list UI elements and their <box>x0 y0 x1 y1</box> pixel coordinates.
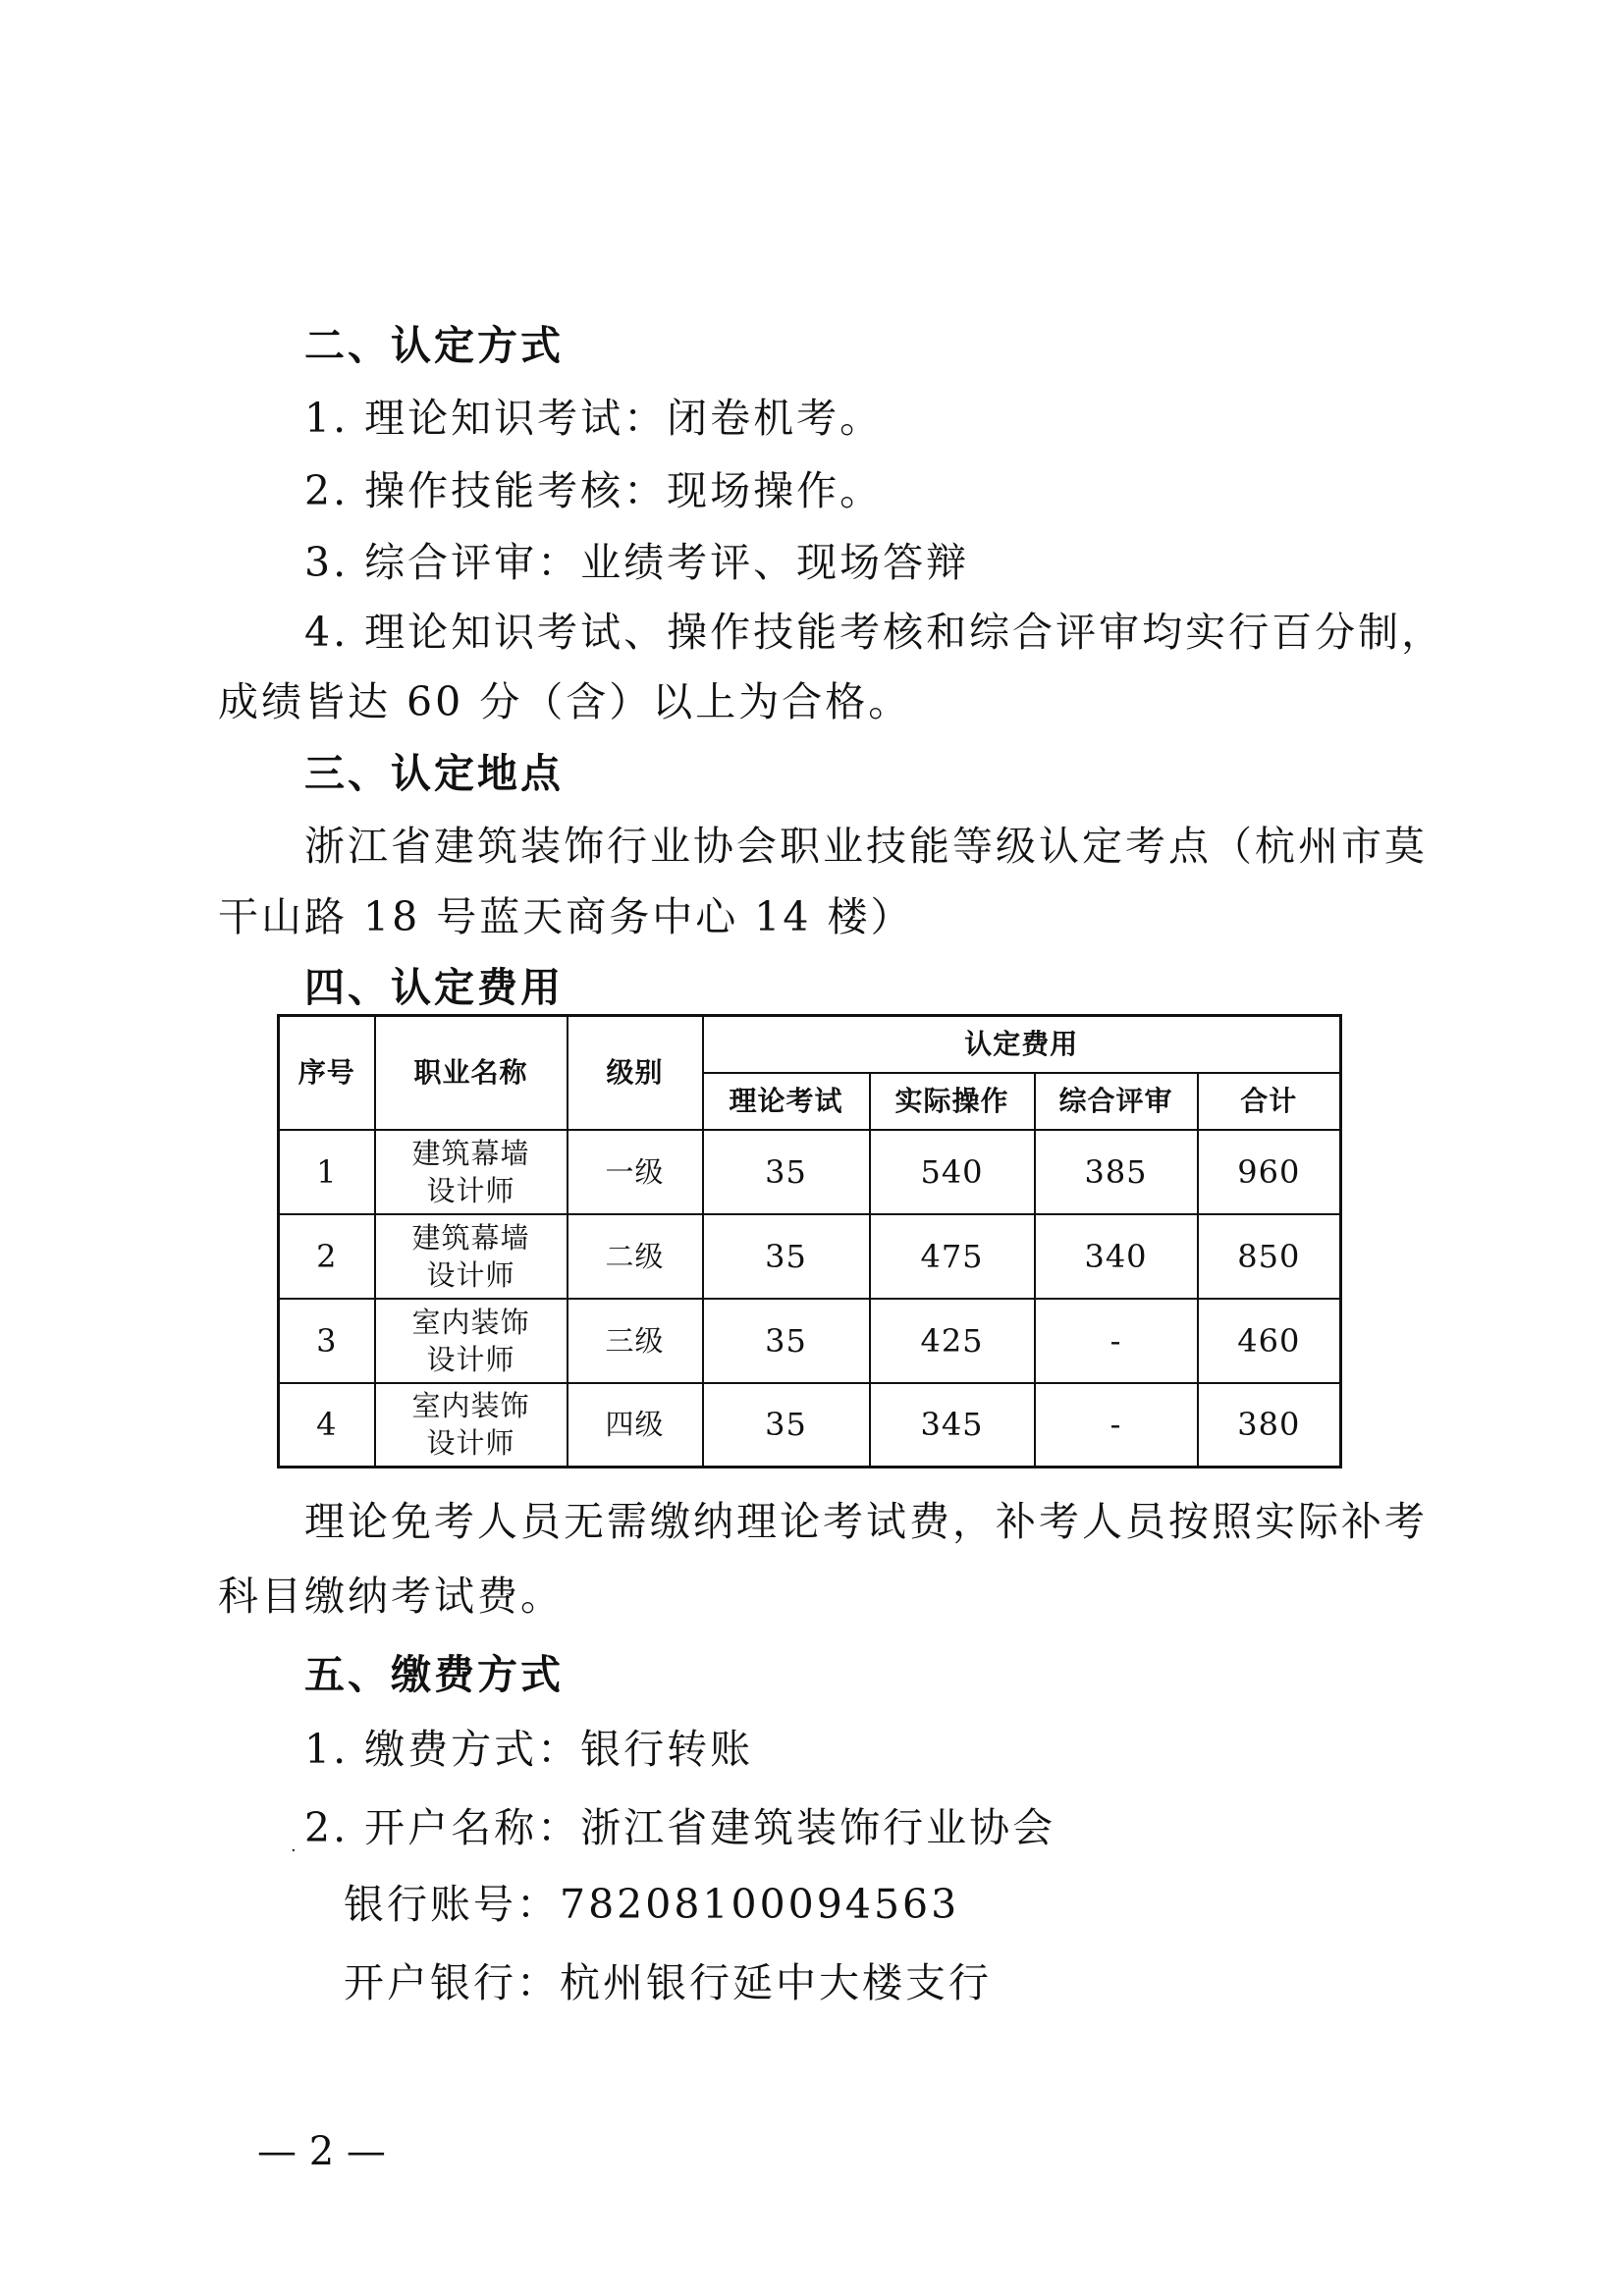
cell-practice: 345 <box>870 1383 1035 1468</box>
cell-level: 四级 <box>568 1383 703 1468</box>
header-total: 合计 <box>1198 1073 1341 1130</box>
cell-review: - <box>1035 1383 1198 1468</box>
cell-seq: 4 <box>279 1383 375 1468</box>
cell-theory: 35 <box>703 1299 870 1383</box>
cell-name-line2: 设计师 <box>426 1173 515 1207</box>
cell-total: 960 <box>1198 1130 1341 1214</box>
section5-item-1: 1. 缴费方式：银行转账 <box>304 1726 754 1773</box>
section5-bank: 开户银行：杭州银行延中大楼支行 <box>344 1959 992 2006</box>
cell-review: 385 <box>1035 1130 1198 1214</box>
cell-total: 460 <box>1198 1299 1341 1383</box>
header-name: 职业名称 <box>375 1016 568 1130</box>
section4-note-line-1: 理论免考人员无需缴纳理论考试费，补考人员按照实际补考 <box>304 1498 1428 1545</box>
cell-theory: 35 <box>703 1214 870 1299</box>
section2-item-1: 1. 理论知识考试：闭卷机考。 <box>304 395 884 442</box>
cell-name-line2: 设计师 <box>426 1257 515 1292</box>
table-row <box>279 1299 1341 1383</box>
cell-name-line2: 设计师 <box>426 1426 515 1461</box>
section3-heading: 三、认定地点 <box>304 750 564 797</box>
cell-name-line1: 室内装饰 <box>411 1389 530 1423</box>
section5-item-2: 2. 开户名称：浙江省建筑装饰行业协会 <box>304 1804 1056 1851</box>
cell-review: 340 <box>1035 1214 1198 1299</box>
section5-heading: 五、缴费方式 <box>304 1651 564 1698</box>
section2-item-3: 3. 综合评审：业绩考评、现场答辩 <box>304 539 970 586</box>
section4-note-line-2: 科目缴纳考试费。 <box>218 1573 564 1620</box>
cell-name-line1: 室内装饰 <box>411 1305 530 1339</box>
section4-heading: 四、认定费用 <box>304 964 564 1011</box>
cell-total: 380 <box>1198 1383 1341 1468</box>
section5-account-number: 银行账号：78208100094563 <box>344 1881 960 1928</box>
fee-table <box>277 1014 1342 1468</box>
header-fee-group: 认定费用 <box>703 1016 1341 1073</box>
cell-name <box>375 1130 568 1214</box>
header-seq: 序号 <box>279 1016 375 1130</box>
stray-dot-mark: · <box>291 1841 297 1861</box>
cell-practice: 475 <box>870 1214 1035 1299</box>
page-number: — 2 — <box>257 2129 386 2174</box>
cell-seq: 1 <box>279 1130 375 1214</box>
section2-heading: 二、认定方式 <box>304 322 564 369</box>
cell-level: 二级 <box>568 1214 703 1299</box>
header-level: 级别 <box>568 1016 703 1130</box>
cell-theory: 35 <box>703 1130 870 1214</box>
table-row <box>279 1130 1341 1214</box>
cell-name <box>375 1214 568 1299</box>
header-theory: 理论考试 <box>703 1073 870 1130</box>
cell-practice: 540 <box>870 1130 1035 1214</box>
section2-item-4: 4. 理论知识考试、操作技能考核和综合评审均实行百分制， <box>304 609 1445 656</box>
table-row <box>279 1214 1341 1299</box>
cell-total: 850 <box>1198 1214 1341 1299</box>
cell-review: - <box>1035 1299 1198 1383</box>
section3-line-1: 浙江省建筑装饰行业协会职业技能等级认定考点（杭州市莫 <box>304 823 1428 870</box>
cell-name-line2: 设计师 <box>426 1342 515 1376</box>
cell-seq: 3 <box>279 1299 375 1383</box>
header-review: 综合评审 <box>1035 1073 1198 1130</box>
cell-name <box>375 1299 568 1383</box>
cell-level: 三级 <box>568 1299 703 1383</box>
section2-item-2: 2. 操作技能考核：现场操作。 <box>304 467 884 514</box>
cell-name-line1: 建筑幕墙 <box>411 1136 530 1170</box>
cell-theory: 35 <box>703 1383 870 1468</box>
header-practice: 实际操作 <box>870 1073 1035 1130</box>
cell-name-line1: 建筑幕墙 <box>411 1220 530 1255</box>
cell-name <box>375 1383 568 1468</box>
section2-item-4-cont: 成绩皆达 60 分（含）以上为合格。 <box>218 678 912 725</box>
table-row <box>279 1383 1341 1468</box>
cell-level: 一级 <box>568 1130 703 1214</box>
cell-practice: 425 <box>870 1299 1035 1383</box>
section3-line-2: 干山路 18 号蓝天商务中心 14 楼） <box>218 893 914 940</box>
cell-seq: 2 <box>279 1214 375 1299</box>
